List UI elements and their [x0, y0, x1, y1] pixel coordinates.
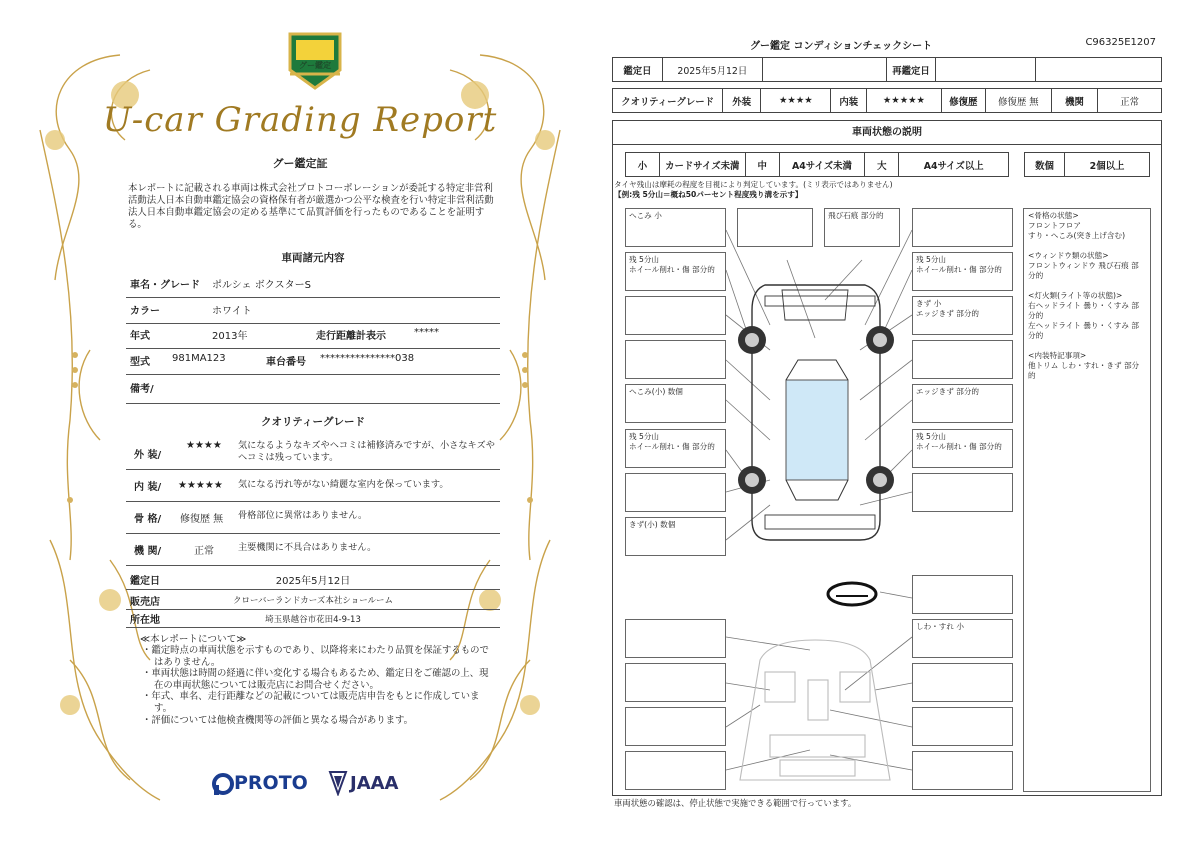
engine-description: 主要機関に不具合はありません。	[238, 542, 377, 553]
condition-cell	[912, 751, 1013, 790]
spec-remarks-label: 備考/	[130, 384, 154, 395]
sheet-title: グー鑑定 コンディションチェックシート	[750, 41, 933, 52]
condition-cell: 飛び石痕 部分的	[824, 208, 900, 247]
spec-model-value: 981MA123	[172, 353, 226, 364]
notes-title: ≪本レポートについて≫	[140, 634, 247, 645]
condition-cell	[625, 707, 726, 746]
footer-note: 車両状態の確認は、停止状態で実施できる範囲で行っています。	[614, 798, 857, 808]
engine-value: 正常	[1098, 89, 1162, 113]
size-large-desc: A4サイズ以上	[899, 153, 1009, 177]
window-notes-title: <ウィンドウ類の状態>	[1028, 251, 1109, 260]
quality-row-interior	[126, 474, 500, 502]
condition-cell	[625, 340, 726, 379]
reappraisal-date-value	[936, 58, 1036, 82]
repair-history-value: 修復歴 無	[986, 89, 1052, 113]
condition-cell	[912, 663, 1013, 702]
jaaa-logo-icon	[328, 770, 348, 796]
appraisal-date-label: 鑑定日	[130, 576, 160, 587]
frame-note: フロントフロア	[1028, 221, 1081, 230]
special-notes-box	[1023, 208, 1151, 792]
note-item: ・車両状態は時間の経過に伴い変化する場合もあるため、鑑定日をご確認の上、現在の車両状態については販売店にお問合せください。	[142, 668, 489, 691]
tire-note	[614, 180, 893, 200]
interior-notes-title: <内装特記事項>	[1028, 351, 1087, 360]
exterior-stars: ★★★★	[186, 440, 222, 451]
engine-value: 正常	[194, 546, 214, 557]
quality-grade-label: クオリティーグレード	[613, 89, 723, 113]
count-desc: 2個以上	[1065, 153, 1150, 177]
quality-row-engine	[126, 538, 500, 566]
jaaa-logo-text: JAAA	[350, 773, 399, 794]
note-item: ・評価については他検査機関等の評価と異なる場合があります。	[142, 714, 413, 726]
condition-cell	[737, 208, 813, 247]
tire-note-line-1: タイヤ残山は摩耗の程度を目視により判定しています。(ミリ表示ではありません)	[614, 180, 893, 189]
certificate-statement: 本レポートに記載される車両は株式会社プロトコーポレーションが委託する特定非営利活動法人日本自動車鑑定協会の資格保有者が厳選かつ公平な検査を行い特定非営利活動法人日本自動車鑑定協会の定める基準にて品質評価を行ったものであることを証明する。	[128, 183, 494, 230]
size-large-label: 大	[865, 153, 899, 177]
condition-cell	[625, 751, 726, 790]
spec-row-color	[126, 302, 500, 324]
condition-cell	[625, 296, 726, 335]
frame-value: 修復歴 無	[180, 514, 224, 525]
frame-notes-title: <骨格の状態>	[1028, 211, 1079, 220]
spec-chassis-label: 車台番号	[266, 357, 306, 368]
count-label: 数個	[1025, 153, 1065, 177]
interior-stars: ★★★★★	[178, 480, 223, 491]
spec-color-label: カラー	[130, 306, 160, 317]
quality-row-exterior	[126, 436, 500, 470]
spec-row-year	[126, 327, 500, 349]
interior-label: 内装	[831, 89, 867, 113]
size-legend-table	[625, 152, 1009, 177]
condition-cell	[625, 473, 726, 512]
spec-year-label: 年式	[130, 331, 150, 342]
condition-cell	[912, 575, 1013, 614]
appraisal-date-value: 2025年5月12日	[275, 576, 351, 587]
address-label: 所在地	[130, 615, 160, 626]
tire-note-line-2: 【例:残 5分山＝概ね50パーセント程度残り溝を示す】	[614, 190, 803, 199]
exterior-description: 気になるようなキズやヘコミは補修済みですが、小さなキズやヘコミは残っています。	[238, 440, 495, 463]
frame-label: 骨 格/	[134, 514, 162, 525]
condition-cell: しわ・すれ 小	[912, 619, 1013, 658]
sheet-code: C96325E1207	[1085, 37, 1156, 48]
quality-table	[612, 88, 1162, 113]
specs-section-title: 車両諸元内容	[281, 252, 345, 264]
spec-model-label: 型式	[130, 357, 150, 368]
condition-cell: 残 5分山 ホイール削れ・傷 部分的	[625, 252, 726, 291]
condition-cell	[625, 663, 726, 702]
spec-name-value: ポルシェ ボクスターS	[212, 280, 311, 291]
light-note: 右ヘッドライト 曇り・くすみ 部分的	[1028, 301, 1139, 320]
spec-row-name	[126, 276, 500, 298]
spec-mileage-label: 走行距離計表示	[316, 331, 386, 342]
light-notes-title: <灯火類(ライト等の状態)>	[1028, 291, 1123, 300]
count-legend-table	[1024, 152, 1150, 177]
condition-cell	[912, 473, 1013, 512]
size-mid-label: 中	[745, 153, 779, 177]
condition-cell	[625, 619, 726, 658]
spec-mileage-value: *****	[414, 327, 439, 338]
condition-cell: 残 5分山 ホイール削れ・傷 部分的	[912, 429, 1013, 468]
proto-logo-text: PROTO	[234, 772, 308, 794]
blank-cell	[1036, 58, 1162, 82]
condition-cell: 残 5分山 ホイール削れ・傷 部分的	[625, 429, 726, 468]
exterior-label: 外 装/	[134, 450, 162, 461]
spec-color-value: ホワイト	[212, 306, 252, 317]
engine-label: 機関	[1051, 89, 1098, 113]
proto-logo-icon	[212, 772, 234, 796]
panel-title: 車両状態の説明	[613, 121, 1161, 145]
frame-description: 骨格部位に異常はありません。	[238, 510, 368, 521]
date-table	[612, 57, 1162, 82]
condition-cell: きず(小) 数個	[625, 517, 726, 556]
condition-cell: 残 5分山 ホイール削れ・傷 部分的	[912, 252, 1013, 291]
note-item: ・年式、車名、走行距離などの記載については販売店申告をもとに作成しています。	[142, 691, 480, 714]
notes-list	[142, 645, 492, 726]
exterior-stars: ★★★★	[761, 89, 831, 113]
light-note: 左ヘッドライト 曇り・くすみ 部分的	[1028, 321, 1139, 340]
info-row-address	[126, 610, 500, 628]
logos	[212, 768, 412, 800]
condition-cell: エッジきず 部分的	[912, 384, 1013, 423]
appraisal-date-value: 2025年5月12日	[662, 58, 762, 82]
certificate-title: グー鑑定証	[272, 157, 328, 170]
exterior-label: 外装	[723, 89, 761, 113]
condition-cell	[912, 707, 1013, 746]
blank-cell	[762, 58, 886, 82]
interior-note: 他トリム しわ・すれ・きず 部分的	[1028, 361, 1140, 380]
size-small-desc: カードサイズ未満	[659, 153, 745, 177]
quality-row-frame	[126, 506, 500, 534]
info-row-date	[126, 570, 500, 590]
condition-cell	[912, 340, 1013, 379]
shop-value: クローバーランドカーズ本社ショールーム	[232, 596, 394, 606]
interior-label: 内 装/	[134, 482, 162, 493]
repair-history-label: 修復歴	[941, 89, 986, 113]
condition-cell: へこみ 小	[625, 208, 726, 247]
frame-note: すり・へこみ(突き上げ含む)	[1028, 231, 1126, 240]
engine-label: 機 関/	[134, 546, 162, 557]
shop-label: 販売店	[130, 597, 160, 608]
info-row-shop	[126, 590, 500, 610]
condition-cell: へこみ(小) 数個	[625, 384, 726, 423]
report-title: U-car Grading Report	[102, 100, 498, 140]
spec-row-model	[126, 353, 500, 375]
size-small-label: 小	[626, 153, 660, 177]
address-value: 埼玉県越谷市花田4-9-13	[265, 615, 361, 625]
note-item: ・鑑定時点の車両状態を示すものであり、以降将来にわたり品質を保証するものではありません。	[142, 645, 489, 668]
badge-label: グー鑑定	[299, 61, 331, 70]
spec-chassis-value: ***************038	[320, 353, 415, 364]
spec-year-value: 2013年	[212, 331, 248, 342]
condition-cell	[912, 208, 1013, 247]
spec-row-remarks	[126, 380, 500, 404]
reappraisal-date-label: 再鑑定日	[886, 58, 936, 82]
interior-description: 気になる汚れ等がない綺麗な室内を保っています。	[238, 479, 449, 490]
appraisal-date-label: 鑑定日	[613, 58, 663, 82]
spec-name-label: 車名・グレード	[130, 280, 200, 291]
interior-stars: ★★★★★	[867, 89, 941, 113]
condition-cell: きず 小 エッジきず 部分的	[912, 296, 1013, 335]
quality-section-title: クオリティーグレード	[261, 416, 365, 428]
size-mid-desc: A4サイズ未満	[779, 153, 865, 177]
window-note: フロントウィンドウ 飛び石痕 部分的	[1028, 261, 1139, 280]
